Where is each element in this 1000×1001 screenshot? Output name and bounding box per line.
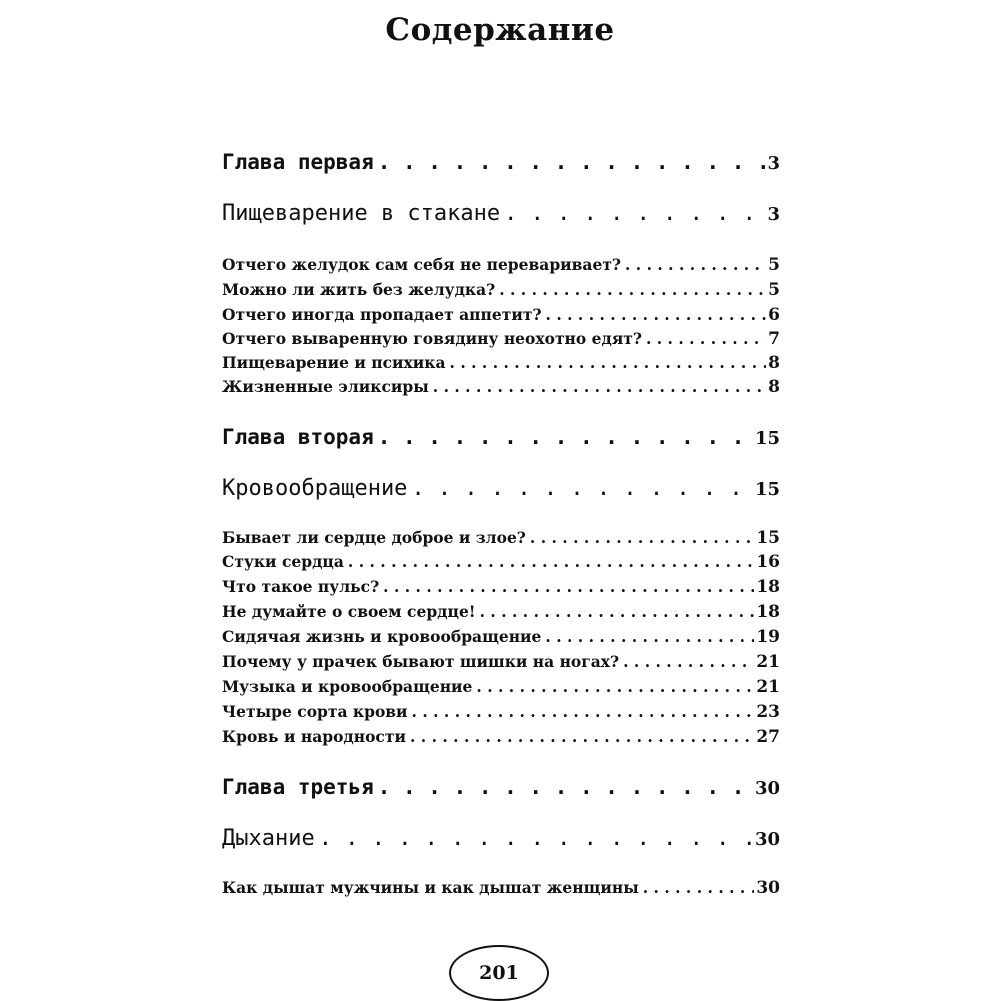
dot-leader [450,353,767,372]
toc-page-number: 18 [756,577,780,597]
dot-leader [433,377,766,396]
toc-item [222,652,780,672]
toc-item [222,727,780,747]
toc-entry-label: Можно ли жить без желудка? [222,280,496,299]
toc-item [222,702,780,722]
toc-page-number: 15 [754,428,780,449]
toc-page-number: 3 [767,153,780,174]
toc-page-number: 5 [768,280,780,300]
toc-item [222,377,780,397]
dot-leader [348,552,754,571]
dot-leader [643,878,755,897]
dot-leader [625,255,766,274]
toc-entry-label: Отчего вываренную говядину неохотно едят? [222,329,642,348]
dot-leader [378,425,753,449]
toc-page-number: 3 [767,204,780,225]
dot-leader [646,329,766,348]
toc-entry-label: Что такое пульс? [222,577,380,596]
toc-item [222,552,780,572]
dot-leader [546,305,767,324]
toc-section-heading [222,201,780,226]
dot-leader [476,677,754,696]
dot-leader [383,577,754,596]
toc-chapter-heading [222,150,780,174]
toc-item [222,878,780,898]
toc-item [222,353,780,373]
toc-entry-label: Глава третья [222,775,374,799]
toc-entry-label: Сидячая жизнь и кровообращение [222,627,542,646]
page-number: 201 [479,962,519,984]
toc-page-number: 19 [756,627,780,647]
toc-page-number: 15 [756,528,780,548]
toc-page-number: 8 [768,353,780,373]
dot-leader [545,627,754,646]
toc-item [222,602,780,622]
toc-entry-label: Стуки сердца [222,552,344,571]
toc-section-heading [222,826,780,851]
toc-entry-label: Жизненные эликсиры [222,377,429,396]
toc-item [222,677,780,697]
toc-page-number: 18 [756,602,780,622]
toc-chapter-heading [222,425,780,449]
toc-entry-label: Глава вторая [222,425,374,449]
dot-leader [499,280,766,299]
toc-item [222,627,780,647]
toc-page-number: 6 [768,305,780,325]
toc-entry-label: Пищеварение в стакане [222,201,501,226]
toc-chapter-heading [222,775,780,799]
toc-entry-label: Глава первая [222,150,374,174]
dot-leader [530,528,754,547]
dot-leader [504,201,765,226]
toc-page-number: 8 [768,377,780,397]
dot-leader [480,602,755,621]
toc-item [222,255,780,275]
page-number-oval [449,945,549,1001]
toc-item [222,280,780,300]
toc-page-number: 7 [768,329,780,349]
dot-leader [411,476,753,501]
dot-leader [378,775,753,799]
toc-page-number: 30 [754,778,780,799]
toc-entry-label: Не думайте о своем сердце! [222,602,476,621]
dot-leader [319,826,753,851]
toc-item [222,577,780,597]
toc-item [222,528,780,548]
table-of-contents [222,0,780,1000]
toc-page-number: 30 [756,878,780,898]
dot-leader [410,727,754,746]
toc-page-number: 5 [768,255,780,275]
toc-item [222,305,780,325]
toc-entry-label: Кровообращение [222,476,408,501]
toc-entry-label: Дыхание [222,826,315,851]
toc-page-number: 23 [756,702,780,722]
toc-entry-label: Четыре сорта крови [222,702,408,721]
toc-entry-label: Почему у прачек бывают шишки на ногах? [222,652,620,671]
toc-entry-label: Музыка и кровообращение [222,677,473,696]
page-title: Содержание [385,12,615,48]
toc-page-number: 21 [756,677,780,697]
toc-entry-label: Как дышат мужчины и как дышат женщины [222,878,639,897]
toc-page-number: 15 [754,479,780,500]
dot-leader [378,150,766,174]
dot-leader [623,652,754,671]
toc-entry-label: Отчего иногда пропадает аппетит? [222,305,542,324]
toc-section-heading [222,476,780,501]
toc-item [222,329,780,349]
toc-entry-label: Бывает ли сердце доброе и злое? [222,528,526,547]
toc-page-number: 21 [756,652,780,672]
toc-entry-label: Кровь и народности [222,727,406,746]
toc-entry-label: Отчего желудок сам себя не переваривает? [222,255,622,274]
toc-page-number: 30 [754,829,780,850]
toc-page-number: 16 [756,552,780,572]
toc-page-number: 27 [756,727,780,747]
toc-entry-label: Пищеварение и психика [222,353,446,372]
dot-leader [412,702,755,721]
